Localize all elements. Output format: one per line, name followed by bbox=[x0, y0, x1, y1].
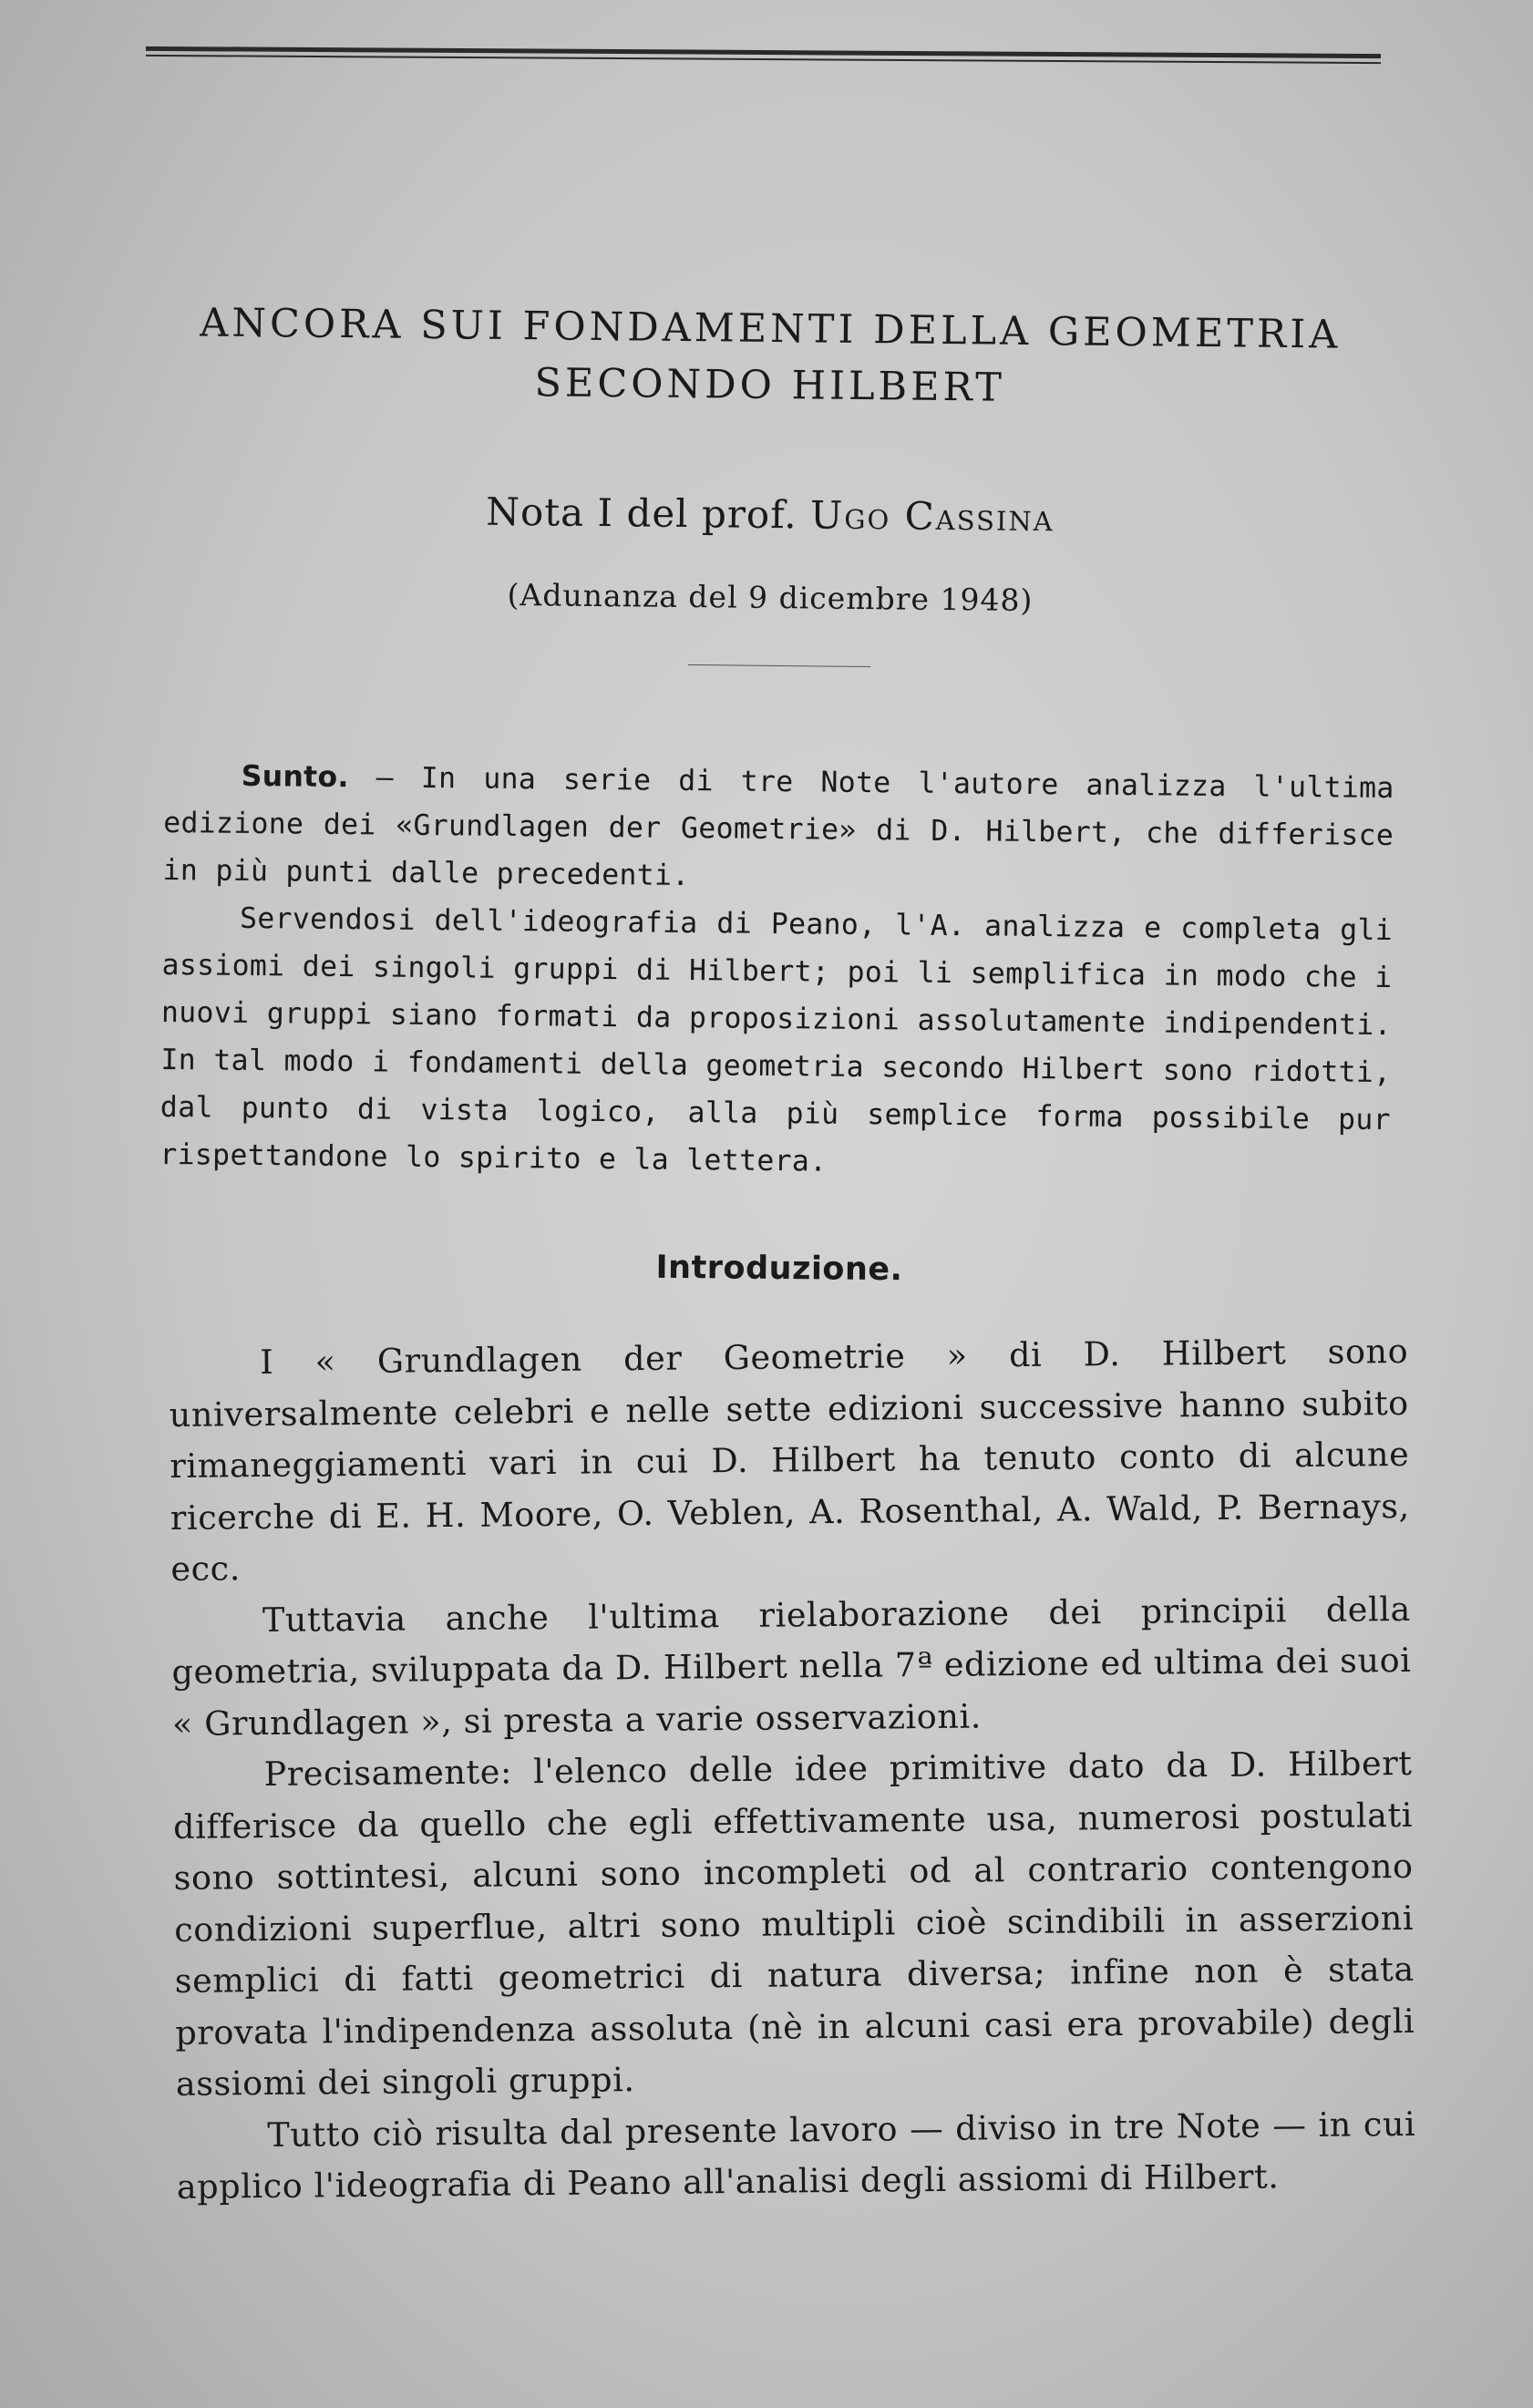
title-line-1: ANCORA SUI FONDAMENTI DELLA GEOMETRIA bbox=[200, 300, 1342, 358]
abstract bbox=[159, 752, 1394, 1191]
intro-paragraph-2: Tuttavia anche l'ultima rielaborazione dei principii della geometria, sviluppata da D. Hilbert nella 7ª edizione ed ultima dei suoi « Grundlagen », si presta a varie osservazioni. bbox=[171, 1589, 1412, 1744]
section-heading: Introduzione. bbox=[655, 1249, 903, 1289]
title-line-2: SECONDO HILBERT bbox=[534, 360, 1006, 411]
abstract-paragraph-2: Servendosi dell'ideografia di Peano, l'A. analizza e completa gli assiomi dei singoli gruppi di Hilbert; poi li semplifica in modo che i nuovi gruppi siano formati da proposizioni assolutamente indipendenti. In tal modo i fondamenti della geometria secondo Hilbert sono ridotti, dal punto di vista logico, alla più semplice forma possibile pur rispettandone lo spirito e la lettera. bbox=[159, 901, 1394, 1178]
author-name: Ugo Cassina bbox=[809, 492, 1055, 540]
intro-paragraph-4: Tutto ciò risulta dal presente lavoro — diviso in tre Note — in cui applico l'ideografia di Peano all'analisi degli assiomi di Hilbert. bbox=[176, 2104, 1416, 2207]
intro-paragraph-3: Precisamente: l'elenco delle idee primitive dato da D. Hilbert differisce da quello che egli effettivamente usa, numerosi postulati sono sottintesi, alcuni sono incompleti od al contrario contengono condizioni superflue, altri sono multipli cioè scindibili in asserzioni semplici di fatti geometrici di natura diversa; infine non è stata provata l'indipendenza assoluta (nè in alcuni casi era provabile) degli assiomi dei singoli gruppi. bbox=[172, 1743, 1415, 2104]
separator-rule bbox=[688, 664, 870, 667]
abstract-paragraph-1 bbox=[162, 752, 1394, 907]
note-prefix: Nota I del prof. bbox=[485, 489, 797, 538]
introduction-body bbox=[169, 1326, 1416, 2214]
paper-title bbox=[154, 294, 1385, 420]
top-double-rule bbox=[146, 50, 1381, 63]
intro-paragraph-1: I « Grundlagen der Geometrie » di D. Hilbert sono universalmente celebri e nelle sette edizioni successive hanno subito rimaneggiamenti vari in cui D. Hilbert ha tenuto conto di alcune ricerche di E. H. Moore, O. Veblen, A. Rosenthal, A. Wald, P. Bernays, ecc. bbox=[169, 1331, 1411, 1589]
meeting-date: (Adunanza del 9 dicembre 1948) bbox=[507, 576, 1034, 619]
abstract-label: Sunto. bbox=[241, 759, 349, 795]
author-line bbox=[155, 486, 1385, 543]
abstract-text-1: — In una serie di tre Note l'autore analizza l'ultima edizione dei «Grundlagen der Geometrie» di D. Hilbert, che differisce in più punti dalle precedenti. bbox=[162, 761, 1394, 893]
